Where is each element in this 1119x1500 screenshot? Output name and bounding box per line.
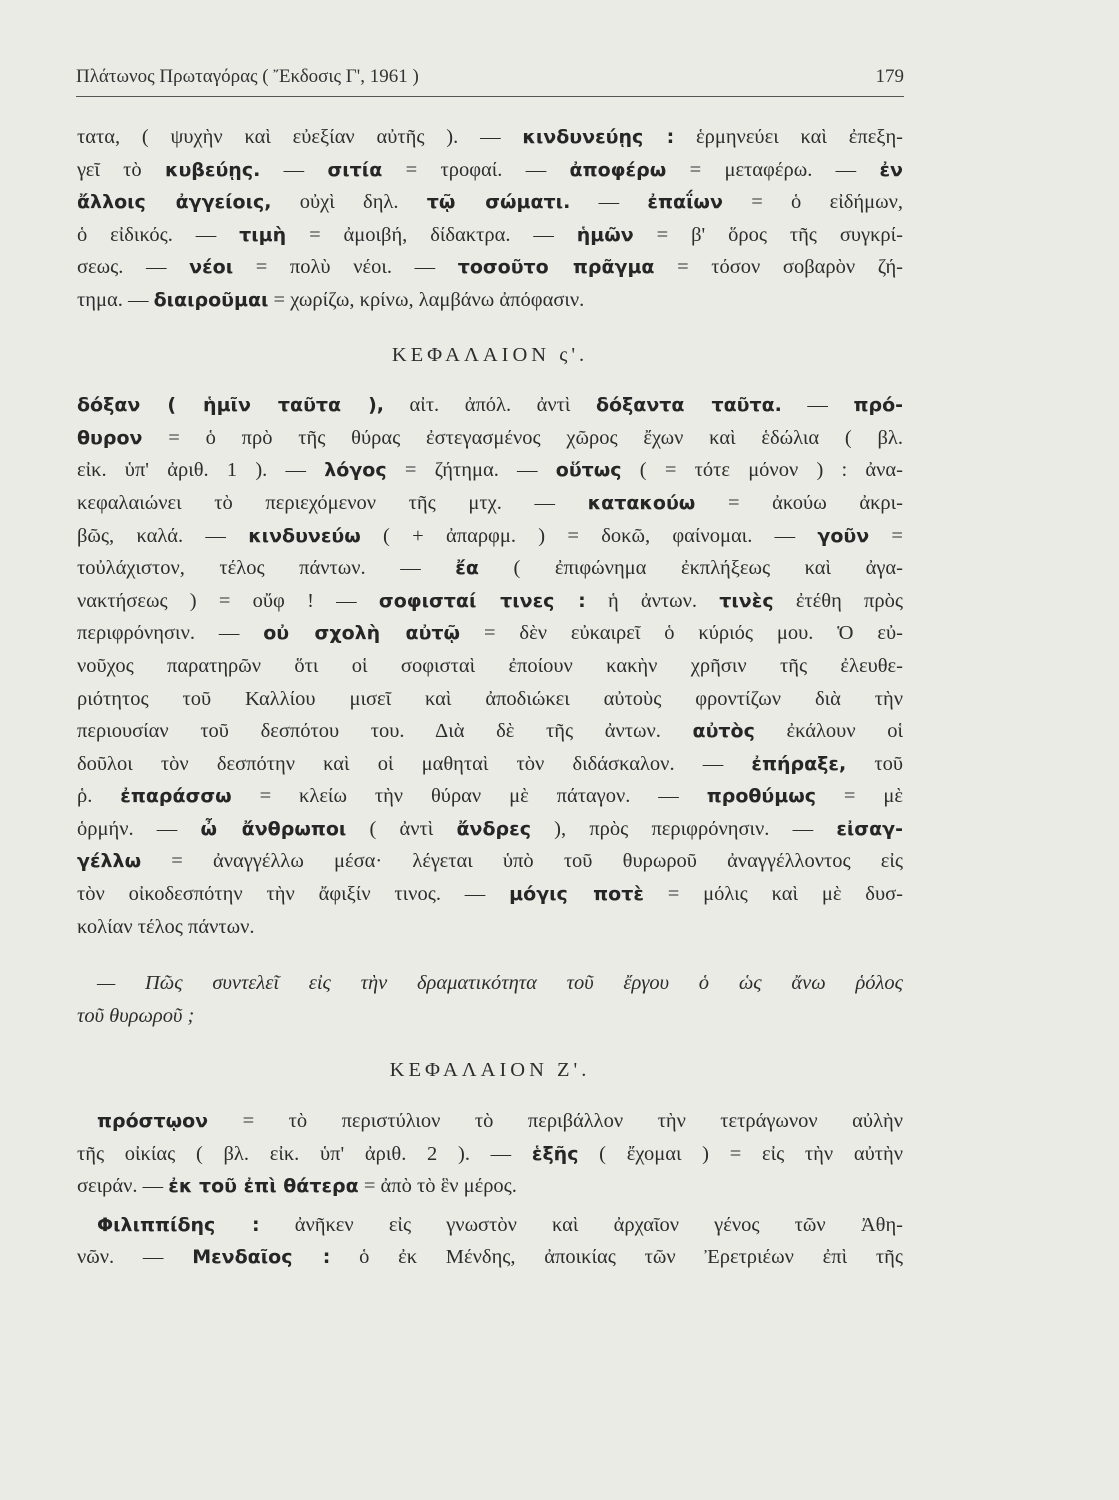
glossary-paragraph-3 — [77, 1105, 903, 1203]
glossary-paragraph-2 — [77, 389, 903, 943]
text-line: τατα, ( ψυχὴν καὶ εὐεξίαν αὐτῆς ). — κινδυνεύῃς : ἑρμηνεύει καὶ ἐπεξη- — [77, 126, 904, 148]
chapter-heading-6: ΚΕΦΑΛΑΙΟΝ ς'. — [391, 343, 589, 366]
glossary-paragraph-4 — [77, 1209, 903, 1274]
text-line: — Πῶς συντελεῖ εἰς τὴν δραματικότητα τοῦ ἔργου ὁ ὡς ἄνω ῥόλος — [97, 972, 903, 995]
running-title: Πλάτωνος Πρωταγόρας ( Ἔκδοσις Γ', 1961 ) — [76, 66, 419, 87]
text-line: κολίαν τέλος πάντων. — [77, 915, 255, 938]
text-line: τὸν οἰκοδεσπότην τὴν ἄφιξίν τινος. — μόγις ποτὲ = μόλις καὶ μὲ δυσ- — [77, 883, 903, 906]
chapter-heading-7: ΚΕΦΑΛΑΙΟΝ Ζ'. — [389, 1059, 591, 1082]
text-line: νῶν. — Μενδαῖος : ὁ ἐκ Μένδης, ἀποικίας τῶν Ἐρετριέων ἐπὶ τῆς — [77, 1246, 904, 1269]
text-line: ὁ εἰδικός. — τιμὴ = ἀμοιβή, δίδακτρα. — ἡμῶν = β' ὅρος τῆς συγκρί- — [77, 223, 903, 246]
text-line: τοὐλάχιστον, τέλος πάντων. — ἔα ( ἐπιφώνημα ἐκπλήξεως καὶ ἀγα- — [77, 557, 903, 580]
text-line: περιουσίαν τοῦ δεσπότου του. Διὰ δὲ τῆς ἀντων. αὐτὸς ἐκάλουν οἱ — [77, 720, 903, 743]
text-line: νακτήσεως ) = οὔφ ! — σοφισταί τινες : ἡ ἀντων. τινὲς ἐτέθη πρὸς — [77, 589, 903, 612]
text-line: γεῖ τὸ κυβεύῃς. — σιτία = τροφαί. — ἀποφέρω = μεταφέρω. — ἐν — [77, 158, 903, 181]
text-line: δοῦλοι τὸν δεσπότην καὶ οἱ μαθηταὶ τὸν διδάσκαλον. — ἐπήραξε, τοῦ — [77, 752, 903, 775]
text-line: πρόστῳον = τὸ περιστύλιον τὸ περιβάλλον τὴν τετράγωνον αὐλὴν — [97, 1110, 903, 1133]
text-line: σεως. — νέοι = πολὺ νέοι. — τοσοῦτο πρᾶγμα = τόσον σοβαρὸν ζή- — [77, 256, 903, 279]
body-text — [77, 121, 903, 1274]
text-line: θυρον = ὁ πρὸ τῆς θύρας ἐστεγασμένος χῶρος ἔχων καὶ ἑδώλια ( βλ. — [77, 426, 903, 449]
text-line: ριότητος τοῦ Καλλίου μισεῖ καὶ ἀποδιώκει αὐτοὺς φροντίζων διὰ τὴν — [77, 687, 903, 710]
study-question — [77, 967, 903, 1032]
text-line: ὁρμήν. — ὦ ἄνθρωποι ( ἀντὶ ἄνδρες ), πρὸς περιφρόνησιν. — εἰσαγ- — [77, 817, 903, 840]
text-line: κεφαλαιώνει τὸ περιεχόμενον τῆς μτχ. — κατακούω = ἀκούω ἀκρι- — [77, 491, 903, 514]
text-line: τημα. — διαιροῦμαι = χωρίζω, κρίνω, λαμβάνω ἀπόφασιν. — [77, 288, 585, 311]
text-line: νοῦχος παρατηρῶν ὅτι οἱ σοφισταὶ ἐποίουν κακὴν χρῆσιν τῆς ἐλευθε- — [77, 654, 903, 677]
text-line: γέλλω = ἀναγγέλλω μέσα· λέγεται ὑπὸ τοῦ θυρωροῦ ἀναγγέλλοντος εἰς — [77, 850, 903, 873]
text-line: τῆς οἰκίας ( βλ. εἰκ. ὑπ' ἀριθ. 2 ). — ἑξῆς ( ἔχομαι ) = εἰς τὴν αὐτὴν — [77, 1142, 903, 1165]
page-number: 179 — [875, 66, 904, 87]
text-line: περιφρόνησιν. — οὐ σχολὴ αὐτῷ = δὲν εὐκαιρεῖ ὁ κύριός μου. Ὁ εὐ- — [77, 622, 903, 645]
text-line: ῥ. ἐπαράσσω = κλείω τὴν θύραν μὲ πάταγον. — προθύμως = μὲ — [77, 785, 903, 808]
running-header — [76, 66, 904, 97]
glossary-paragraph-1 — [77, 121, 903, 317]
text-line: εἰκ. ὑπ' ἀριθ. 1 ). — λόγος = ζήτημα. — οὕτως ( = τότε μόνον ) : ἀνα- — [77, 459, 903, 482]
text-line: τοῦ θυρωροῦ ; — [77, 1004, 195, 1027]
text-line: βῶς, καλά. — κινδυνεύω ( + ἀπαρφμ. ) = δοκῶ, φαίνομαι. — γοῦν = — [77, 524, 903, 547]
text-line: Φιλιππίδης : ἀνῆκεν εἰς γνωστὸν καὶ ἀρχαῖον γένος τῶν Ἀθη- — [97, 1213, 903, 1236]
text-line: ἄλλοις ἀγγείοις, οὐχὶ δηλ. τῷ σώματι. — ἐπαΐων = ὁ εἰδήμων, — [77, 191, 903, 214]
text-line: δόξαν ( ἡμῖν ταῦτα ), αἰτ. ἀπόλ. ἀντὶ δόξαντα ταῦτα. — πρό- — [77, 394, 904, 417]
text-line: σειράν. — ἐκ τοῦ ἐπὶ θάτερα = ἀπὸ τὸ ἓν μέρος. — [77, 1175, 517, 1198]
